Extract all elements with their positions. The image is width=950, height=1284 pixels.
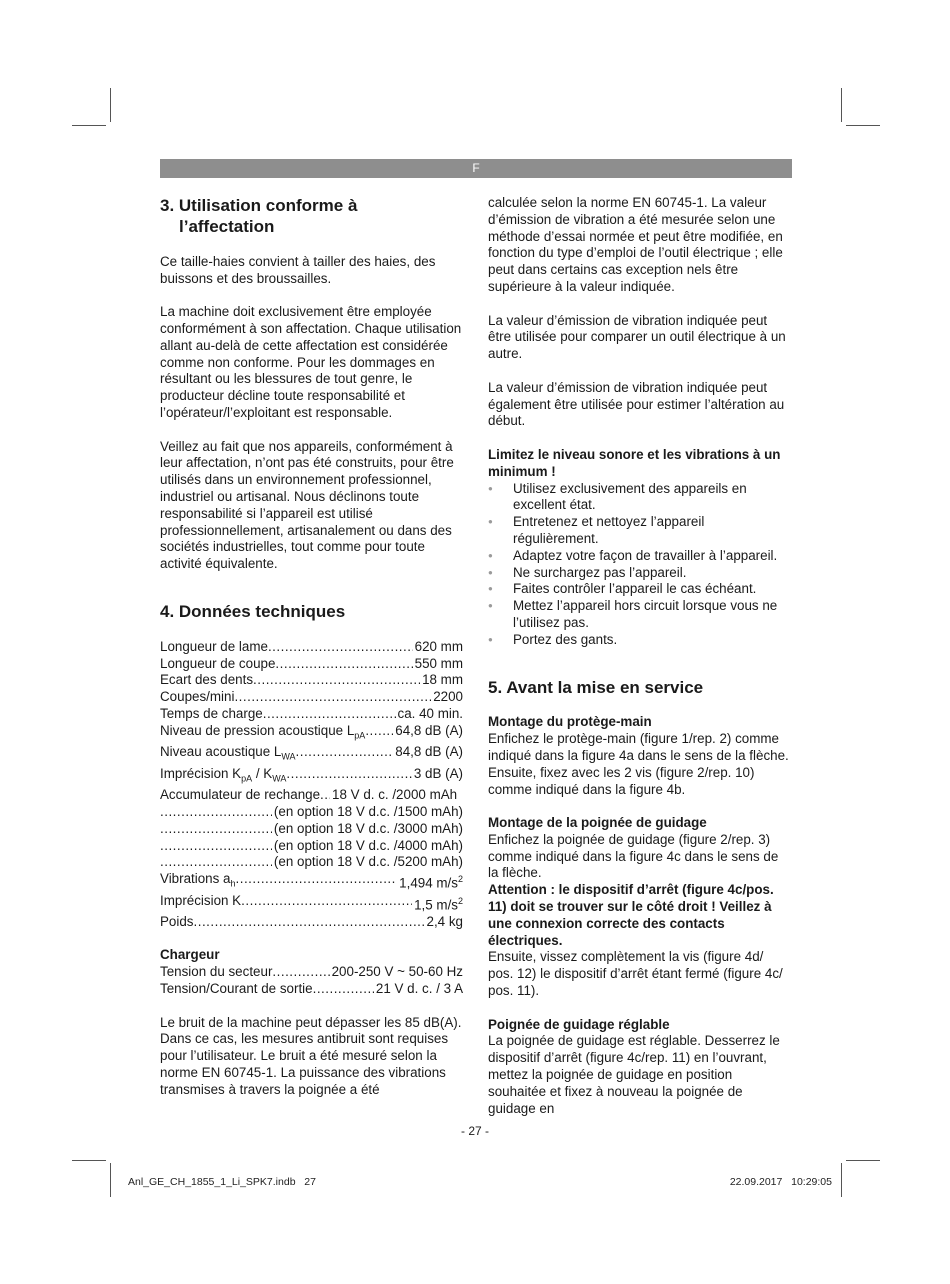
spec-row: Vibrations $a_h$ ..... 1,494 $m/s^2$ [160, 871, 463, 892]
language-code: F [472, 161, 480, 175]
crop-mark [846, 1160, 880, 1161]
bullet-list [488, 481, 790, 649]
crop-mark [841, 88, 842, 122]
paragraph: La valeur d’émission de vibration indiquée peut être utilisée pour comparer un outil électrique à un autre. [488, 312, 786, 362]
section-4-title: 4. Données techniques [160, 601, 346, 621]
paragraph: Enfichez le protège-main (figure 1/rep. 2) comme indiqué dans la figure 4a dans le sens de la flèche. Ensuite, fixez avec les 2 vis (figure 2/rep. 10) comme indiqué dans la figure 4b. [488, 731, 789, 797]
crop-mark [841, 1163, 842, 1197]
paragraph: Enfichez la poignée de guidage (figure 2/rep. 3) comme indiqué dans la figure 4c dans le sens de la flèche. [488, 831, 779, 881]
spec-row: Longueur de coupe ..... 550 mm [160, 656, 463, 673]
crop-mark [110, 88, 111, 122]
section-5-title: 5. Avant la mise en service [488, 677, 704, 697]
spec-row: Ecart des dents ..... 18 mm [160, 672, 463, 689]
spec-option-row: ..... (en option 18 V d.c. /4000 mAh) [160, 838, 463, 855]
paragraph: Le bruit de la machine peut dépasser les 85 dB(A). Dans ce cas, les mesures antibruit sont requises pour l’utilisateur. Le bruit a été mesuré selon la norme EN 60745-1. La puissance des vibrations transmises à travers la poignée a été [160, 1014, 462, 1097]
spec-row: Tension du secteur ..... 200-250 V ~ 50-60 Hz [160, 964, 463, 981]
section-3-title: 3. Utilisation conforme à l’affectation [160, 196, 358, 236]
charger-title: Chargeur [160, 947, 220, 963]
list-item: ● Utilisez exclusivement des appareils en excellent état. [488, 481, 790, 515]
subsection-title: Montage du protège-main [488, 714, 652, 730]
spec-row: Longueur de lame ..... 620 mm [160, 639, 463, 656]
subsection-title: Montage de la poignée de guidage [488, 815, 707, 831]
list-item: ● Faites contrôler l’appareil le cas échéant. [488, 581, 790, 598]
spec-row: Poids ..... 2,4 kg [160, 914, 463, 931]
spec-row: Tension/Courant de sortie ..... 21 V d. c. / 3 A [160, 981, 463, 998]
spec-row: Imprécision K ..... 1,5 $m/s^2$ [160, 893, 463, 914]
crop-mark [846, 125, 880, 126]
list-item: ● Ne surchargez pas l’appareil. [488, 565, 790, 582]
list-item: ● Mettez l’appareil hors circuit lorsque vous ne l’utilisez pas. [488, 598, 790, 632]
spec-option-row: ..... (en option 18 V d.c. /1500 mAh) [160, 804, 463, 821]
left-column [160, 195, 463, 1099]
spec-table [160, 639, 463, 931]
subsection-title: Poignée de guidage réglable [488, 1016, 670, 1032]
list-item: ● Adaptez votre façon de travailler à l’appareil. [488, 548, 790, 565]
spec-row: Accumulateur de rechange ..... 18 V d. c. /2000 mAh [160, 787, 463, 804]
spec-row: Coupes/mini ..... 2200 [160, 689, 463, 706]
paragraph: La machine doit exclusivement être employée conformément à son affectation. Chaque utilisation allant au-delà de cette affectation est considérée comme non conforme. Pour les dommages en résultant ou les blessures de tout genre, le producteur décline toute responsabilité et l’opérateur/l’exploitant est responsable. [160, 304, 462, 420]
footer-date: 22.09.2017 10:29:05 [729, 1176, 832, 1188]
list-item: ● Portez des gants. [488, 632, 790, 649]
spec-row: Niveau acoustique $L_{WA}$ ..... 84,8 dB (A) [160, 744, 463, 765]
crop-mark [72, 1160, 106, 1161]
page-number: - 27 - [460, 1124, 489, 1138]
paragraph: Ensuite, vissez complètement la vis (figure 4d/ pos. 12) le dispositif d’arrêt étant fermé (figure 4c/ pos. 11). [488, 949, 783, 999]
crop-mark [110, 1163, 111, 1197]
right-column [488, 195, 790, 1117]
crop-mark [72, 125, 106, 126]
warning-text: Attention : le dispositif d’arrêt (figure 4c/pos. 11) doit se trouver sur le côté droit ! Veillez à une connexion correcte des contacts électriques. [488, 882, 774, 948]
paragraph: La valeur d’émission de vibration indiquée peut également être utilisée pour estimer l’altération au début. [488, 379, 785, 429]
language-bar [160, 159, 792, 178]
list-item: ● Entretenez et nettoyez l’appareil régulièrement. [488, 514, 790, 548]
spec-option-row: ..... (en option 18 V d.c. /3000 mAh) [160, 821, 463, 838]
footer-file: Anl_GE_CH_1855_1_Li_SPK7.indb 27 [128, 1176, 316, 1188]
paragraph: Veillez au fait que nos appareils, conformément à leur affectation, n’ont pas été construits, pour être utilisés dans un environnement professionnel, industriel ou artisanal. Nous déclinons toute responsabilité si l’appareil est utilisé professionnellement, artisanalement ou dans des sociétés industrielles, tout comme pour toute activité équivalente. [160, 438, 454, 572]
paragraph: calculée selon la norme EN 60745-1. La valeur d’émission de vibration a été mesurée selon une méthode d’essai normée et peut être modifiée, en fonction du type d’emploi de l’outil électrique ; elle peut dans certains cas exception nels être supérieure à la valeur indiquée. [488, 195, 783, 294]
spec-row: Imprécision $K_{pA} / K_{WA}$ ..... 3 dB (A) [160, 766, 463, 787]
spec-option-row: ..... (en option 18 V d.c. /5200 mAh) [160, 854, 463, 871]
limit-title: Limitez le niveau sonore et les vibrations à un minimum ! [488, 446, 781, 479]
paragraph: La poignée de guidage est réglable. Desserrez le dispositif d’arrêt (figure 4c/rep. 11) en l’ouvrant, mettez la poignée de guidage en position souhaitée et fixez à nouveau la poignée de guidage en [488, 1033, 780, 1116]
paragraph: Ce taille-haies convient à tailler des haies, des buissons et des broussailles. [160, 253, 436, 286]
spec-row: Niveau de pression acoustique $L_{pA}$ ..... 64,8 dB (A) [160, 723, 463, 744]
spec-row: Temps de charge ..... ca. 40 min. [160, 706, 463, 723]
